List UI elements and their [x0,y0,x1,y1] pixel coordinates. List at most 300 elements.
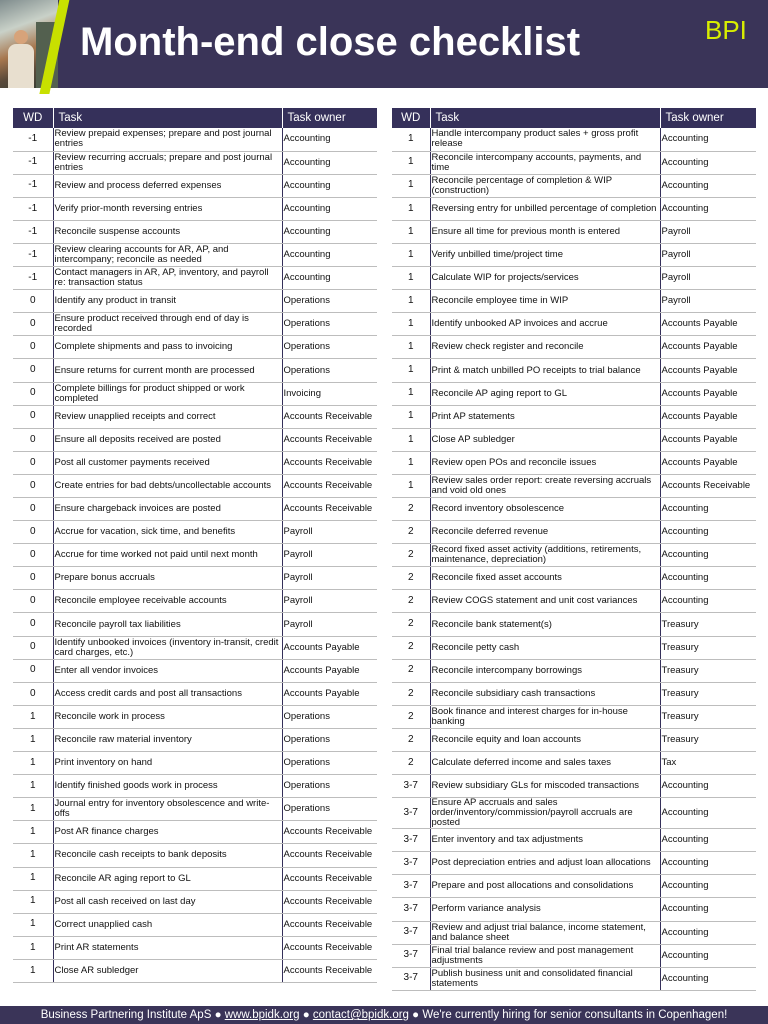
row-wd: 1 [13,752,53,775]
checklist-table-right [392,108,757,991]
table-row [392,728,756,751]
table-row [392,336,756,359]
row-wd: 0 [13,428,53,451]
row-task: Reconcile petty cash [430,636,660,659]
row-owner: Operations [282,313,377,336]
table-row [392,313,756,336]
table-row [13,775,377,798]
table-row [392,498,756,521]
row-owner: Accounting [660,898,756,921]
row-owner: Accounting [660,967,756,990]
row-owner: Accounting [660,544,756,567]
row-owner: Accounts Receivable [282,428,377,451]
row-wd: 2 [392,728,430,751]
table-row [392,852,756,875]
row-owner: Invoicing [282,382,377,405]
row-owner: Accounts Payable [660,382,756,405]
row-wd: 1 [13,775,53,798]
table-row [392,290,756,313]
row-owner: Accounting [282,174,377,197]
table-row [392,682,756,705]
row-task: Enter all vendor invoices [53,659,282,682]
row-wd: 3-7 [392,829,430,852]
row-owner: Accounts Receivable [660,474,756,497]
row-owner: Accounting [660,521,756,544]
row-owner: Payroll [660,290,756,313]
row-owner: Accounting [660,852,756,875]
table-header-row [392,108,756,128]
row-task: Perform variance analysis [430,898,660,921]
row-wd: 1 [13,821,53,844]
row-task: Record fixed asset activity (additions, retirements, maintenance, depreciation) [430,544,660,567]
table-row [392,197,756,220]
table-row [392,829,756,852]
row-wd: 2 [392,544,430,567]
table-row [392,521,756,544]
bpi-logo: BPI [705,15,747,45]
row-wd: 1 [392,359,430,382]
row-wd: 3-7 [392,921,430,944]
row-task: Reversing entry for unbilled percentage of completion [430,197,660,220]
row-wd: 1 [13,705,53,728]
row-owner: Operations [282,728,377,751]
row-wd: 2 [392,682,430,705]
table-row [13,659,377,682]
table-row [13,844,377,867]
row-owner: Accounting [282,243,377,266]
page-title: Month-end close checklist [80,20,581,64]
row-owner: Accounting [282,151,377,174]
row-task: Reconcile AR aging report to GL [53,867,282,890]
row-task: Accrue for vacation, sick time, and benefits [53,521,282,544]
row-wd: 3-7 [392,875,430,898]
table-row [392,921,756,944]
row-wd: 1 [13,913,53,936]
table-row [13,544,377,567]
row-wd: 1 [392,220,430,243]
table-row [13,867,377,890]
table-row [13,728,377,751]
table-row [392,798,756,829]
footer-separator: ● [302,1009,310,1021]
row-wd: 0 [13,474,53,497]
row-owner: Payroll [660,220,756,243]
table-row [13,590,377,613]
table-row [13,890,377,913]
row-task: Complete shipments and pass to invoicing [53,336,282,359]
row-wd: 2 [392,613,430,636]
row-owner: Accounting [660,197,756,220]
row-task: Complete billings for product shipped or work completed [53,382,282,405]
table-row [13,220,377,243]
row-task: Identify any product in transit [53,290,282,313]
row-wd: 3-7 [392,967,430,990]
table-row [13,243,377,266]
row-owner: Accounts Payable [660,313,756,336]
row-wd: 2 [392,498,430,521]
row-wd: -1 [13,220,53,243]
row-owner: Payroll [282,567,377,590]
row-owner: Accounts Payable [660,359,756,382]
row-wd: 3-7 [392,775,430,798]
row-owner: Operations [282,798,377,821]
table-row [13,567,377,590]
row-owner: Operations [282,775,377,798]
row-owner: Tax [660,752,756,775]
table-row [13,290,377,313]
footer-hiring-text: We're currently hiring for senior consultants in Copenhagen! [422,1009,728,1021]
row-owner: Payroll [282,613,377,636]
table-row [13,936,377,959]
row-owner: Accounts Receivable [282,405,377,428]
row-task: Final trial balance review and post management adjustments [430,944,660,967]
row-owner: Accounts Receivable [282,821,377,844]
row-wd: 2 [392,567,430,590]
row-owner: Accounting [660,921,756,944]
table-row [392,898,756,921]
row-wd: -1 [13,243,53,266]
row-task: Reconcile intercompany accounts, payments, and time [430,151,660,174]
row-task: Reconcile raw material inventory [53,728,282,751]
row-task: Prepare and post allocations and consolidations [430,875,660,898]
row-wd: -1 [13,174,53,197]
row-task: Reconcile AP aging report to GL [430,382,660,405]
table-row [13,521,377,544]
row-task: Reconcile equity and loan accounts [430,728,660,751]
row-task: Book finance and interest charges for in-house banking [430,705,660,728]
row-task: Handle intercompany product sales + gross profit release [430,128,660,151]
row-wd: 0 [13,290,53,313]
table-row [392,220,756,243]
row-owner: Accounting [282,197,377,220]
row-owner: Treasury [660,682,756,705]
table-row [392,451,756,474]
row-owner: Accounts Receivable [282,867,377,890]
row-wd: 0 [13,544,53,567]
row-owner: Accounting [660,944,756,967]
column-header-owner: Task owner [282,108,377,128]
row-wd: 1 [392,243,430,266]
table-row [392,359,756,382]
row-wd: -1 [13,197,53,220]
row-task: Reconcile cash receipts to bank deposits [53,844,282,867]
row-task: Reconcile percentage of completion & WIP (construction) [430,174,660,197]
row-task: Reconcile suspense accounts [53,220,282,243]
row-wd: 2 [392,590,430,613]
row-owner: Payroll [282,590,377,613]
row-owner: Accounts Receivable [282,913,377,936]
row-task: Review COGS statement and unit cost variances [430,590,660,613]
row-wd: 0 [13,590,53,613]
row-owner: Operations [282,290,377,313]
table-row [392,267,756,290]
row-task: Review recurring accruals; prepare and post journal entries [53,151,282,174]
table-row [392,944,756,967]
table-row [13,821,377,844]
table-row [392,705,756,728]
row-wd: 1 [392,313,430,336]
row-task: Reconcile deferred revenue [430,521,660,544]
row-task: Print AR statements [53,936,282,959]
row-task: Review and process deferred expenses [53,174,282,197]
row-wd: 3-7 [392,898,430,921]
row-wd: 2 [392,636,430,659]
row-task: Calculate WIP for projects/services [430,267,660,290]
row-task: Review and adjust trial balance, income statement, and balance sheet [430,921,660,944]
row-wd: 0 [13,336,53,359]
row-task: Ensure all time for previous month is entered [430,220,660,243]
row-owner: Accounting [660,775,756,798]
column-header-wd: WD [13,108,53,128]
row-wd: 1 [392,451,430,474]
row-task: Reconcile work in process [53,705,282,728]
row-wd: 2 [392,659,430,682]
table-row [392,243,756,266]
row-wd: 0 [13,567,53,590]
table-row [392,659,756,682]
table-row [392,567,756,590]
table-row [13,636,377,659]
table-row [392,636,756,659]
table-row [392,174,756,197]
row-owner: Payroll [282,544,377,567]
table-row [392,428,756,451]
table-row [392,613,756,636]
row-wd: 1 [392,405,430,428]
row-task: Record inventory obsolescence [430,498,660,521]
row-wd: 1 [392,382,430,405]
row-task: Access credit cards and post all transactions [53,682,282,705]
row-wd: 1 [392,174,430,197]
row-task: Ensure product received through end of day is recorded [53,313,282,336]
row-task: Post depreciation entries and adjust loan allocations [430,852,660,875]
row-task: Review subsidiary GLs for miscoded transactions [430,775,660,798]
row-task: Post AR finance charges [53,821,282,844]
row-wd: 1 [392,128,430,151]
row-wd: 2 [392,705,430,728]
row-wd: 3-7 [392,852,430,875]
row-owner: Accounting [660,128,756,151]
table-row [13,267,377,290]
footer-company: Business Partnering Institute ApS [40,1009,212,1021]
footer-website-link[interactable]: www.bpidk.org [224,1009,300,1021]
row-task: Prepare bonus accruals [53,567,282,590]
row-owner: Accounts Payable [282,682,377,705]
row-owner: Accounting [660,567,756,590]
column-header-wd: WD [392,108,430,128]
row-task: Correct unapplied cash [53,913,282,936]
table-row [13,682,377,705]
row-owner: Accounts Payable [660,451,756,474]
row-task: Contact managers in AR, AP, inventory, and payroll re: transaction status [53,267,282,290]
table-row [392,967,756,990]
table-row [392,590,756,613]
row-task: Identify unbooked invoices (inventory in-transit, credit card charges, etc.) [53,636,282,659]
row-wd: 0 [13,451,53,474]
table-row [13,613,377,636]
row-owner: Accounts Receivable [282,451,377,474]
row-owner: Accounts Receivable [282,498,377,521]
row-wd: 1 [392,336,430,359]
row-task: Post all customer payments received [53,451,282,474]
row-wd: 0 [13,613,53,636]
row-owner: Accounting [660,875,756,898]
row-task: Review open POs and reconcile issues [430,451,660,474]
row-owner: Accounts Receivable [282,959,377,982]
row-wd: -1 [13,151,53,174]
row-owner: Payroll [660,267,756,290]
row-wd: 1 [392,428,430,451]
table-row [13,313,377,336]
row-task: Print AP statements [430,405,660,428]
row-owner: Treasury [660,636,756,659]
row-task: Journal entry for inventory obsolescence and write-offs [53,798,282,821]
row-wd: 0 [13,682,53,705]
row-wd: 0 [13,521,53,544]
column-header-task: Task [430,108,660,128]
row-task: Reconcile employee receivable accounts [53,590,282,613]
row-wd: 0 [13,659,53,682]
row-owner: Accounting [282,267,377,290]
table-row [13,752,377,775]
row-task: Reconcile subsidiary cash transactions [430,682,660,705]
row-owner: Payroll [660,243,756,266]
row-task: Print inventory on hand [53,752,282,775]
row-wd: 1 [13,890,53,913]
table-row [13,336,377,359]
row-task: Verify prior-month reversing entries [53,197,282,220]
row-wd: 1 [13,728,53,751]
row-task: Accrue for time worked not paid until next month [53,544,282,567]
row-wd: 1 [392,474,430,497]
table-row [392,474,756,497]
row-owner: Accounting [282,128,377,151]
table-row [13,498,377,521]
row-wd: 1 [13,798,53,821]
table-row [13,428,377,451]
table-row [392,128,756,151]
row-task: Review prepaid expenses; prepare and post journal entries [53,128,282,151]
table-row [13,197,377,220]
table-row [13,798,377,821]
table-row [13,451,377,474]
row-task: Reconcile employee time in WIP [430,290,660,313]
row-owner: Accounts Receivable [282,890,377,913]
row-task: Publish business unit and consolidated financial statements [430,967,660,990]
row-owner: Accounts Payable [282,659,377,682]
table-row [13,382,377,405]
table-row [392,775,756,798]
row-task: Review clearing accounts for AR, AP, and intercompany; reconcile as needed [53,243,282,266]
row-wd: 2 [392,752,430,775]
row-task: Verify unbilled time/project time [430,243,660,266]
footer-separator: ● [412,1009,420,1021]
row-task: Close AP subledger [430,428,660,451]
row-wd: 1 [13,844,53,867]
column-header-task: Task [53,108,282,128]
row-wd: 0 [13,359,53,382]
footer-email-link[interactable]: contact@bpidk.org [312,1009,409,1021]
row-owner: Accounts Payable [282,636,377,659]
row-owner: Accounts Receivable [282,474,377,497]
table-row [392,405,756,428]
row-wd: 1 [392,290,430,313]
row-task: Enter inventory and tax adjustments [430,829,660,852]
table-row [392,151,756,174]
row-task: Ensure chargeback invoices are posted [53,498,282,521]
table-row [13,913,377,936]
row-wd: 1 [392,267,430,290]
footer-separator: ● [214,1009,222,1021]
table-row [13,359,377,382]
row-task: Reconcile payroll tax liabilities [53,613,282,636]
row-task: Reconcile bank statement(s) [430,613,660,636]
row-task: Post all cash received on last day [53,890,282,913]
table-row [392,382,756,405]
table-header-row [13,108,377,128]
row-owner: Accounting [660,798,756,829]
row-task: Ensure all deposits received are posted [53,428,282,451]
table-row [13,474,377,497]
table-row [13,705,377,728]
row-owner: Accounting [660,590,756,613]
row-owner: Accounting [660,498,756,521]
table-row [392,875,756,898]
header-banner [0,0,768,88]
table-row [13,128,377,151]
row-wd: 0 [13,498,53,521]
row-task: Ensure AP accruals and sales order/inventory/commission/payroll accruals are posted [430,798,660,829]
row-wd: 0 [13,382,53,405]
row-owner: Payroll [282,521,377,544]
row-task: Identify finished goods work in process [53,775,282,798]
row-owner: Accounts Payable [660,405,756,428]
checklist-table-left [13,108,378,983]
row-owner: Accounting [660,151,756,174]
row-wd: 1 [13,867,53,890]
row-task: Review check register and reconcile [430,336,660,359]
row-wd: -1 [13,128,53,151]
row-wd: 1 [13,936,53,959]
row-task: Print & match unbilled PO receipts to trial balance [430,359,660,382]
row-task: Create entries for bad debts/uncollectable accounts [53,474,282,497]
column-header-owner: Task owner [660,108,756,128]
row-task: Calculate deferred income and sales taxes [430,752,660,775]
row-owner: Operations [282,336,377,359]
row-owner: Accounting [660,174,756,197]
row-wd: 0 [13,405,53,428]
row-owner: Treasury [660,613,756,636]
row-wd: 1 [392,151,430,174]
table-row [13,405,377,428]
row-owner: Accounts Receivable [282,936,377,959]
row-owner: Operations [282,359,377,382]
row-owner: Accounts Payable [660,336,756,359]
row-wd: 0 [13,636,53,659]
row-owner: Operations [282,752,377,775]
table-row [392,752,756,775]
footer-bar [0,1006,768,1024]
row-owner: Accounts Payable [660,428,756,451]
row-owner: Accounting [660,829,756,852]
row-task: Review unapplied receipts and correct [53,405,282,428]
row-wd: 3-7 [392,798,430,829]
row-task: Reconcile intercompany borrowings [430,659,660,682]
row-task: Close AR subledger [53,959,282,982]
row-task: Reconcile fixed asset accounts [430,567,660,590]
row-owner: Treasury [660,728,756,751]
row-owner: Accounts Receivable [282,844,377,867]
